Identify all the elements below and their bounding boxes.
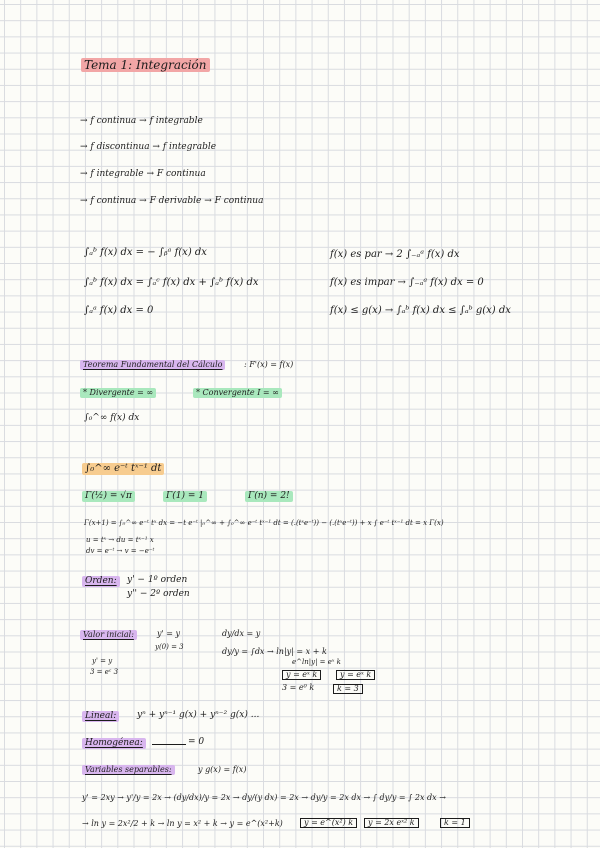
separables-box: y = 2x eˣ² k (364, 818, 419, 828)
property-line: → f discontinua → f integrable (80, 142, 217, 152)
integral-comparison: f(x) ≤ g(x) → ∫ₐᵇ f(x) dx ≤ ∫ₐᵇ g(x) dx (330, 305, 511, 316)
improper-integral: ∫₀^∞ f(x) dx (84, 413, 140, 423)
valor-box: y = eˣ k (336, 670, 375, 680)
gamma-derivation: Γ(x+1) = ∫₀^∞ e⁻ᵗ tˣ dx = −t e⁻ᵗ |₀^∞ + ∫₀^∞ e⁻ᵗ tˣ⁻¹ dt = (.(tˣe⁻ᵗ)) − (.(tˣe⁻ᵗ)) + x ∫ e⁻ᵗ tˣ⁻¹ dt = x Γ(x) (84, 519, 444, 527)
placeholder-line (152, 744, 186, 745)
homogenea-eq: = 0 (188, 737, 205, 747)
integral-parity: f(x) es par → 2 ∫₋ₐᵃ f(x) dx (330, 249, 460, 260)
valor-eq: y' = y (157, 629, 181, 638)
valor-side: 3 = eᶜ 3 (90, 668, 119, 676)
gamma-parts-u: u = tˣ → du = tˣ⁻¹ x (86, 536, 154, 544)
valor-box: k = 3 (333, 684, 363, 694)
valor-step: e^ln|y| = eˣ k (292, 658, 341, 666)
separables-box: y = e^(x²) k (300, 818, 357, 828)
gamma-parts-dv: dv = e⁻ᵗ → v = −e⁻ᵗ (86, 547, 155, 555)
integral-parity: f(x) es impar → ∫₋ₐᵃ f(x) dx = 0 (330, 277, 484, 288)
valor-inicial-label: Valor inicial: (80, 630, 137, 640)
gamma-value: Γ(1) = 1 (163, 491, 207, 502)
lineal-eq: yⁿ + yⁿ⁻¹ g(x) + yⁿ⁻² g(x) ... (137, 710, 260, 720)
separables-line: → ln y = 2x²/2 + k → ln y = x² + k → y = e^(x²+k) (82, 819, 283, 828)
valor-step: dy/dx = y (222, 629, 261, 638)
property-line: → f continua → f integrable (80, 116, 203, 126)
valor-eq: y(0) = 3 (155, 643, 184, 651)
orden-line: y'' − 2º orden (127, 589, 190, 599)
separables-line: y' = 2xy → y'/y = 2x → (dy/dx)/y = 2x → dy/(y dx) = 2x → dy/y = 2x dx → ∫ dy/y = ∫ 2x dx → (82, 793, 446, 802)
separables-eq: y g(x) = f(x) (198, 765, 247, 774)
homogenea-label: Homogénea: (82, 738, 146, 749)
integral-property: ∫ₐᵇ f(x) dx = − ∫ᵦᵃ f(x) dx (84, 247, 207, 258)
lineal-label: Lineal: (82, 711, 119, 722)
gamma-value: Γ(½) = √π (82, 491, 135, 502)
valor-side: y' = y (92, 657, 113, 665)
orden-label: Orden: (82, 576, 120, 587)
convergente-note: * Convergente I = ∞ (193, 388, 282, 398)
property-line: → f continua → F derivable → F continua (80, 196, 264, 206)
integral-property: ∫ₐᵃ f(x) dx = 0 (84, 305, 154, 316)
orden-line: y' − 1º orden (127, 575, 188, 585)
tfc-label: Teorema Fundamental del Cálculo (80, 360, 225, 370)
gamma-definition: ∫₀^∞ e⁻ᵗ tˣ⁻¹ dt (82, 463, 164, 475)
property-line: → f integrable → F continua (80, 169, 206, 179)
tfc-formula: : F'(x) = f(x) (244, 360, 294, 369)
page-title: Tema 1: Integración (81, 58, 210, 72)
integral-property: ∫ₐᵇ f(x) dx = ∫ₐᶜ f(x) dx + ∫ₐᵇ f(x) dx (84, 277, 259, 288)
valor-step: dy/y = ∫dx → ln|y| = x + k (222, 647, 327, 656)
valor-step: 3 = e⁰ k (282, 683, 315, 692)
gamma-value: Γ(n) = 2! (245, 491, 293, 502)
valor-box: y = eˣ k (282, 670, 321, 680)
divergente-note: * Divergente = ∞ (80, 388, 156, 398)
separables-label: Variables separables: (82, 765, 175, 775)
separables-box: k = 1 (440, 818, 470, 828)
